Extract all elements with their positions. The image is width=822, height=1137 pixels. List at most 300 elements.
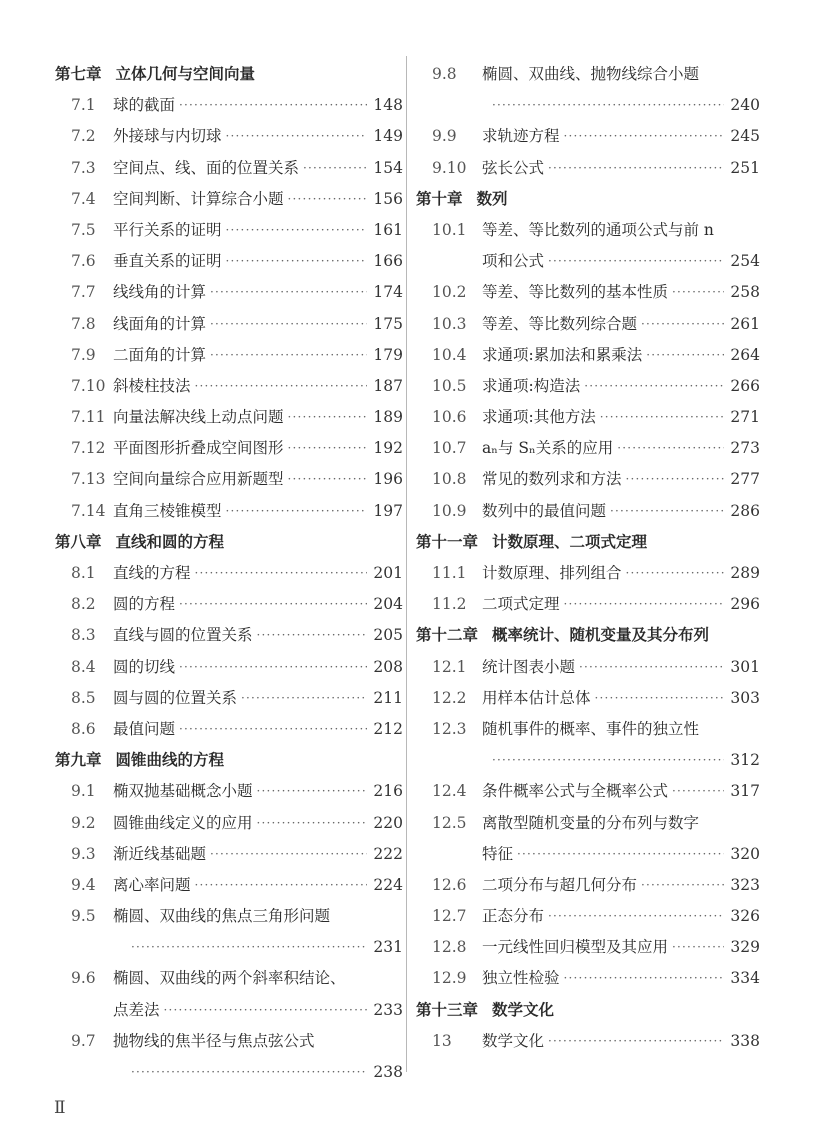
- toc-entry: [55, 932, 403, 963]
- entry-leader-row: [482, 901, 760, 932]
- page-ref: 216: [373, 782, 403, 801]
- section-number: 7.8: [71, 314, 96, 333]
- page-ref: 196: [373, 470, 403, 489]
- page-ref: 317: [730, 782, 760, 801]
- dot-leader: [131, 932, 367, 963]
- toc-entry: [55, 496, 403, 527]
- toc-entry: [55, 121, 403, 152]
- entry-leader-row: [113, 371, 403, 402]
- section-title: 线面角的计算: [113, 314, 207, 333]
- page-number: Ⅱ: [54, 1098, 66, 1118]
- entry-leader-row: [482, 153, 760, 184]
- entry-leader-row: [113, 652, 403, 683]
- toc-entry: [416, 121, 760, 152]
- page-ref: 231: [373, 938, 403, 957]
- section-number: 7.4: [71, 189, 96, 208]
- toc-entry: [55, 683, 403, 714]
- section-number: 7.13: [71, 470, 106, 489]
- section-number: 7.5: [71, 220, 96, 239]
- dot-leader: [626, 464, 725, 495]
- section-number: 7.1: [71, 96, 96, 115]
- section-number: 12.4: [432, 782, 467, 801]
- dot-leader: [646, 340, 724, 371]
- toc-entry: [416, 215, 760, 246]
- section-title: 渐近线基础题: [113, 844, 207, 863]
- page-ref: 222: [373, 844, 403, 863]
- dot-leader: [288, 184, 368, 215]
- section-title: 求通项:其他方法: [482, 408, 596, 427]
- entry-leader-row: [482, 277, 760, 308]
- column-divider: [406, 56, 407, 1072]
- entry-leader-row: [113, 870, 403, 901]
- entry-leader-row: [113, 402, 403, 433]
- dot-leader: [288, 433, 368, 464]
- section-number: 10.1: [432, 220, 467, 239]
- section-title: 求通项:累加法和累乘法: [482, 345, 643, 364]
- section-title: 平面图形折叠成空间图形: [113, 439, 284, 458]
- toc-entry: [416, 1026, 760, 1057]
- dot-leader: [672, 776, 724, 807]
- dot-leader: [595, 683, 725, 714]
- dot-leader: [548, 246, 724, 277]
- section-number: 10.9: [432, 501, 467, 520]
- page-ref: 286: [730, 501, 760, 520]
- section-title: 项和公式: [482, 252, 545, 271]
- section-number: 7.10: [71, 376, 106, 395]
- section-number: 9.2: [71, 813, 96, 832]
- page-ref: 266: [730, 376, 760, 395]
- section-title: 二项式定理: [482, 595, 560, 614]
- dot-leader: [195, 371, 368, 402]
- toc-entry: [55, 870, 403, 901]
- toc-entry: [55, 371, 403, 402]
- section-title: 直线的方程: [113, 564, 191, 582]
- chapter-number: 第十三章: [416, 1000, 479, 1019]
- section-title: 圆锥曲线定义的应用: [113, 813, 253, 832]
- toc-entry: [416, 464, 760, 495]
- page-ref: 175: [373, 314, 403, 333]
- section-number: 7.9: [71, 345, 96, 364]
- toc-entry: [416, 277, 760, 308]
- entry-leader-row: [482, 683, 760, 714]
- toc-entry: [416, 402, 760, 433]
- entry-leader-row: [482, 121, 760, 152]
- chapter-heading: [55, 59, 403, 90]
- entry-leader-row: [131, 1057, 403, 1088]
- section-title: 一元线性回归模型及其应用: [482, 938, 669, 957]
- section-number: 12.9: [432, 969, 467, 988]
- section-number: 7.6: [71, 252, 96, 271]
- dot-leader: [600, 402, 725, 433]
- toc-entry: [416, 808, 760, 839]
- toc-entry: [416, 870, 760, 901]
- page-ref: 220: [373, 813, 403, 832]
- chapter-title: 概率统计、随机变量及其分布列: [492, 626, 710, 645]
- section-title: 抛物线的焦半径与焦点弦公式: [113, 1031, 315, 1050]
- toc-entry: [416, 90, 760, 121]
- dot-leader: [195, 558, 368, 589]
- section-title: 椭双抛基础概念小题: [113, 782, 253, 801]
- page-ref: 329: [730, 938, 760, 957]
- dot-leader: [164, 995, 368, 1026]
- dot-leader: [548, 901, 724, 932]
- section-number: 8.1: [71, 564, 96, 582]
- section-number: 10.6: [432, 408, 467, 427]
- chapter-title: 圆锥曲线的方程: [115, 751, 225, 770]
- section-number: 12.8: [432, 938, 467, 957]
- toc-entry: [416, 153, 760, 184]
- section-number: 10.8: [432, 470, 467, 489]
- toc-entry: [416, 745, 760, 776]
- chapter-title: 数列: [476, 189, 508, 208]
- page-ref: 212: [373, 719, 403, 738]
- entry-leader-row: [482, 870, 760, 901]
- section-title: 球的截面: [113, 96, 176, 115]
- section-title: 线线角的计算: [113, 283, 207, 302]
- page-ref: 251: [730, 158, 760, 177]
- section-title: 垂直关系的证明: [113, 252, 222, 271]
- section-title: 圆的方程: [113, 595, 176, 614]
- section-number: 9.9: [432, 127, 457, 146]
- section-title: 等差、等比数列综合题: [482, 314, 638, 333]
- toc-entry: [416, 246, 760, 277]
- entry-leader-row: [113, 776, 403, 807]
- dot-leader: [564, 589, 725, 620]
- entry-leader-row: [482, 776, 760, 807]
- chapter-title: 直线和圆的方程: [115, 532, 225, 551]
- chapter-title: 立体几何与空间向量: [115, 65, 256, 83]
- dot-leader: [548, 153, 724, 184]
- dot-leader: [226, 215, 368, 246]
- section-number: 8.2: [71, 595, 96, 614]
- entry-leader-row: [113, 683, 403, 714]
- toc-entry: [55, 839, 403, 870]
- section-number: 9.7: [71, 1031, 96, 1050]
- dot-leader: [226, 496, 368, 527]
- entry-leader-row: [482, 932, 760, 963]
- dot-leader: [210, 309, 367, 340]
- dot-leader: [517, 839, 724, 870]
- toc-entry: [416, 558, 760, 589]
- page-ref: 197: [373, 501, 403, 520]
- page-ref: 156: [373, 189, 403, 208]
- toc-entry: [416, 652, 760, 683]
- page-ref: 338: [730, 1031, 760, 1050]
- toc-entry: [55, 620, 403, 651]
- toc-entry: [416, 309, 760, 340]
- section-title: 用样本估计总体: [482, 688, 591, 707]
- toc-entry: [55, 995, 403, 1026]
- section-number: 10.3: [432, 314, 467, 333]
- page-ref: 238: [373, 1063, 403, 1081]
- dot-leader: [564, 121, 725, 152]
- toc-entry: [416, 839, 760, 870]
- dot-leader: [257, 620, 368, 651]
- dot-leader: [492, 745, 724, 776]
- page-ref: 303: [730, 688, 760, 707]
- dot-leader: [610, 496, 724, 527]
- entry-leader-row: [113, 277, 403, 308]
- section-title: 空间点、线、面的位置关系: [113, 158, 300, 177]
- entry-leader-row: [113, 589, 403, 620]
- entry-leader-row: [482, 340, 760, 371]
- page-ref: 289: [730, 564, 760, 582]
- section-title: 等差、等比数列的基本性质: [482, 283, 669, 302]
- chapter-heading: [416, 620, 760, 651]
- section-title: 斜棱柱技法: [113, 376, 191, 395]
- entry-leader-row: [113, 340, 403, 371]
- section-number: 9.5: [71, 907, 96, 926]
- section-title: 等差、等比数列的通项公式与前 n: [482, 220, 714, 239]
- page-ref: 204: [373, 595, 403, 614]
- dot-leader: [492, 90, 724, 121]
- page-ref: 201: [373, 564, 403, 582]
- section-title: 统计图表小题: [482, 657, 576, 676]
- page-ref: 240: [730, 96, 760, 115]
- toc-entry: [416, 496, 760, 527]
- section-title: 特征: [482, 844, 514, 863]
- dot-leader: [579, 652, 724, 683]
- toc-entry: [416, 932, 760, 963]
- page-ref: 334: [730, 969, 760, 988]
- entry-leader-row: [482, 309, 760, 340]
- section-title: 独立性检验: [482, 969, 560, 988]
- chapter-number: 第七章: [55, 65, 102, 83]
- section-title: 椭圆、双曲线、抛物线综合小题: [482, 65, 700, 83]
- section-title: 空间向量综合应用新题型: [113, 470, 284, 489]
- page-ref: 192: [373, 439, 403, 458]
- dot-leader: [564, 963, 725, 994]
- page-ref: 326: [730, 907, 760, 926]
- entry-leader-row: [482, 433, 760, 464]
- dot-leader: [226, 246, 368, 277]
- page-ref: 264: [730, 345, 760, 364]
- entry-leader-row: [482, 402, 760, 433]
- chapter-number: 第九章: [55, 751, 102, 770]
- dot-leader: [179, 714, 367, 745]
- dot-leader: [641, 309, 724, 340]
- dot-leader: [195, 870, 368, 901]
- toc-entry: [55, 558, 403, 589]
- toc-entry: [416, 683, 760, 714]
- section-title: 计数原理、排列组合: [482, 564, 622, 582]
- toc-entry: [55, 90, 403, 121]
- section-title: 点差法: [113, 1000, 160, 1019]
- toc-left-column: [55, 59, 403, 1088]
- section-number: 7.2: [71, 127, 96, 146]
- section-number: 9.3: [71, 844, 96, 863]
- toc-entry: [55, 184, 403, 215]
- chapter-heading: [416, 527, 760, 558]
- toc-entry: [55, 309, 403, 340]
- dot-leader: [210, 277, 367, 308]
- section-number: 12.7: [432, 907, 467, 926]
- section-title: 求轨迹方程: [482, 127, 560, 146]
- entry-leader-row: [492, 90, 760, 121]
- section-title: 直线与圆的位置关系: [113, 626, 253, 645]
- toc-entry: [416, 340, 760, 371]
- entry-leader-row: [113, 620, 403, 651]
- toc-entry: [416, 776, 760, 807]
- entry-leader-row: [482, 1026, 760, 1057]
- chapter-heading: [416, 184, 760, 215]
- dot-leader: [303, 153, 367, 184]
- chapter-number: 第十一章: [416, 532, 479, 551]
- toc-entry: [416, 714, 760, 745]
- section-title: 椭圆、双曲线的两个斜率积结论、: [113, 969, 346, 988]
- entry-leader-row: [113, 839, 403, 870]
- section-number: 11.1: [432, 564, 467, 582]
- section-number: 12.5: [432, 813, 467, 832]
- toc-entry: [55, 589, 403, 620]
- entry-leader-row: [131, 932, 403, 963]
- toc-right-column: [416, 59, 760, 1057]
- toc-entry: [55, 277, 403, 308]
- section-number: 12.3: [432, 719, 467, 738]
- section-title: 二项分布与超几何分布: [482, 875, 638, 894]
- dot-leader: [131, 1057, 367, 1088]
- page-ref: 261: [730, 314, 760, 333]
- section-title: 数学文化: [482, 1031, 545, 1050]
- chapter-number: 第八章: [55, 532, 102, 551]
- section-title: 圆的切线: [113, 657, 176, 676]
- toc-entry: [55, 153, 403, 184]
- page-ref: 174: [373, 283, 403, 302]
- toc-entry: [55, 963, 403, 994]
- toc-entry: [55, 714, 403, 745]
- entry-leader-row: [482, 496, 760, 527]
- toc-entry: [416, 371, 760, 402]
- section-title: 条件概率公式与全概率公式: [482, 782, 669, 801]
- page-ref: 296: [730, 595, 760, 614]
- page-ref: 166: [373, 252, 403, 271]
- section-number: 9.10: [432, 158, 467, 177]
- page-ref: 312: [730, 751, 760, 770]
- entry-leader-row: [482, 371, 760, 402]
- section-number: 8.4: [71, 657, 96, 676]
- dot-leader: [548, 1026, 724, 1057]
- toc-entry: [55, 340, 403, 371]
- chapter-title: 计数原理、二项式定理: [492, 532, 648, 551]
- section-title: 椭圆、双曲线的焦点三角形问题: [113, 907, 331, 926]
- section-number: 8.6: [71, 719, 96, 738]
- dot-leader: [179, 652, 367, 683]
- page-ref: 245: [730, 127, 760, 146]
- section-number: 8.5: [71, 688, 96, 707]
- section-number: 7.14: [71, 501, 106, 520]
- dot-leader: [584, 371, 724, 402]
- page-ref: 233: [373, 1000, 403, 1019]
- page-ref: 258: [730, 283, 760, 302]
- entry-leader-row: [113, 246, 403, 277]
- toc-entry: [55, 464, 403, 495]
- page-ref: 254: [730, 252, 760, 271]
- entry-leader-row: [113, 309, 403, 340]
- toc-entry: [55, 215, 403, 246]
- chapter-title: 数学文化: [492, 1000, 555, 1019]
- section-title: aₙ与 Sₙ关系的应用: [482, 439, 614, 458]
- section-number: 9.1: [71, 782, 96, 801]
- toc-entry: [416, 901, 760, 932]
- section-title: 向量法解决线上动点问题: [113, 408, 284, 427]
- page-ref: 161: [373, 220, 403, 239]
- section-title: 离散型随机变量的分布列与数字: [482, 813, 700, 832]
- page-ref: 187: [373, 376, 403, 395]
- dot-leader: [641, 870, 724, 901]
- entry-leader-row: [113, 464, 403, 495]
- page-ref: 208: [373, 657, 403, 676]
- page-ref: 271: [730, 408, 760, 427]
- section-title: 外接球与内切球: [113, 127, 222, 146]
- section-number: 8.3: [71, 626, 96, 645]
- section-title: 圆与圆的位置关系: [113, 688, 238, 707]
- dot-leader: [210, 340, 367, 371]
- entry-leader-row: [482, 839, 760, 870]
- section-number: 10.4: [432, 345, 467, 364]
- section-number: 13: [432, 1031, 452, 1050]
- dot-leader: [179, 90, 367, 121]
- page-ref: 224: [373, 875, 403, 894]
- toc-entry: [416, 589, 760, 620]
- page-ref: 205: [373, 626, 403, 645]
- toc-entry: [55, 808, 403, 839]
- page-ref: 273: [730, 439, 760, 458]
- page-ref: 148: [373, 96, 403, 115]
- entry-leader-row: [482, 558, 760, 589]
- section-title: 平行关系的证明: [113, 220, 222, 239]
- section-title: 求通项:构造法: [482, 376, 581, 395]
- page-ref: 277: [730, 470, 760, 489]
- toc-entry: [416, 963, 760, 994]
- dot-leader: [672, 277, 724, 308]
- toc-entry: [55, 652, 403, 683]
- section-number: 7.11: [71, 408, 106, 427]
- dot-leader: [257, 776, 368, 807]
- section-title: 随机事件的概率、事件的独立性: [482, 719, 700, 738]
- chapter-heading: [55, 745, 403, 776]
- section-number: 9.8: [432, 65, 457, 83]
- dot-leader: [257, 808, 368, 839]
- toc-entry: [55, 1057, 403, 1088]
- section-title: 离心率问题: [113, 875, 191, 894]
- entry-leader-row: [113, 558, 403, 589]
- section-number: 10.5: [432, 376, 467, 395]
- section-number: 9.4: [71, 875, 96, 894]
- section-number: 7.7: [71, 283, 96, 302]
- section-number: 9.6: [71, 969, 96, 988]
- page-ref: 154: [373, 158, 403, 177]
- entry-leader-row: [113, 433, 403, 464]
- section-number: 12.6: [432, 875, 467, 894]
- section-title: 正态分布: [482, 907, 545, 926]
- section-number: 12.1: [432, 657, 467, 676]
- section-number: 10.7: [432, 439, 467, 458]
- entry-leader-row: [482, 246, 760, 277]
- section-title: 直角三棱锥模型: [113, 501, 222, 520]
- entry-leader-row: [113, 995, 403, 1026]
- dot-leader: [226, 121, 368, 152]
- dot-leader: [626, 558, 725, 589]
- chapter-heading: [55, 527, 403, 558]
- dot-leader: [179, 589, 367, 620]
- page-ref: 179: [373, 345, 403, 364]
- entry-leader-row: [113, 90, 403, 121]
- entry-leader-row: [113, 808, 403, 839]
- entry-leader-row: [113, 184, 403, 215]
- section-number: 11.2: [432, 595, 467, 614]
- dot-leader: [288, 402, 368, 433]
- page-ref: 320: [730, 844, 760, 863]
